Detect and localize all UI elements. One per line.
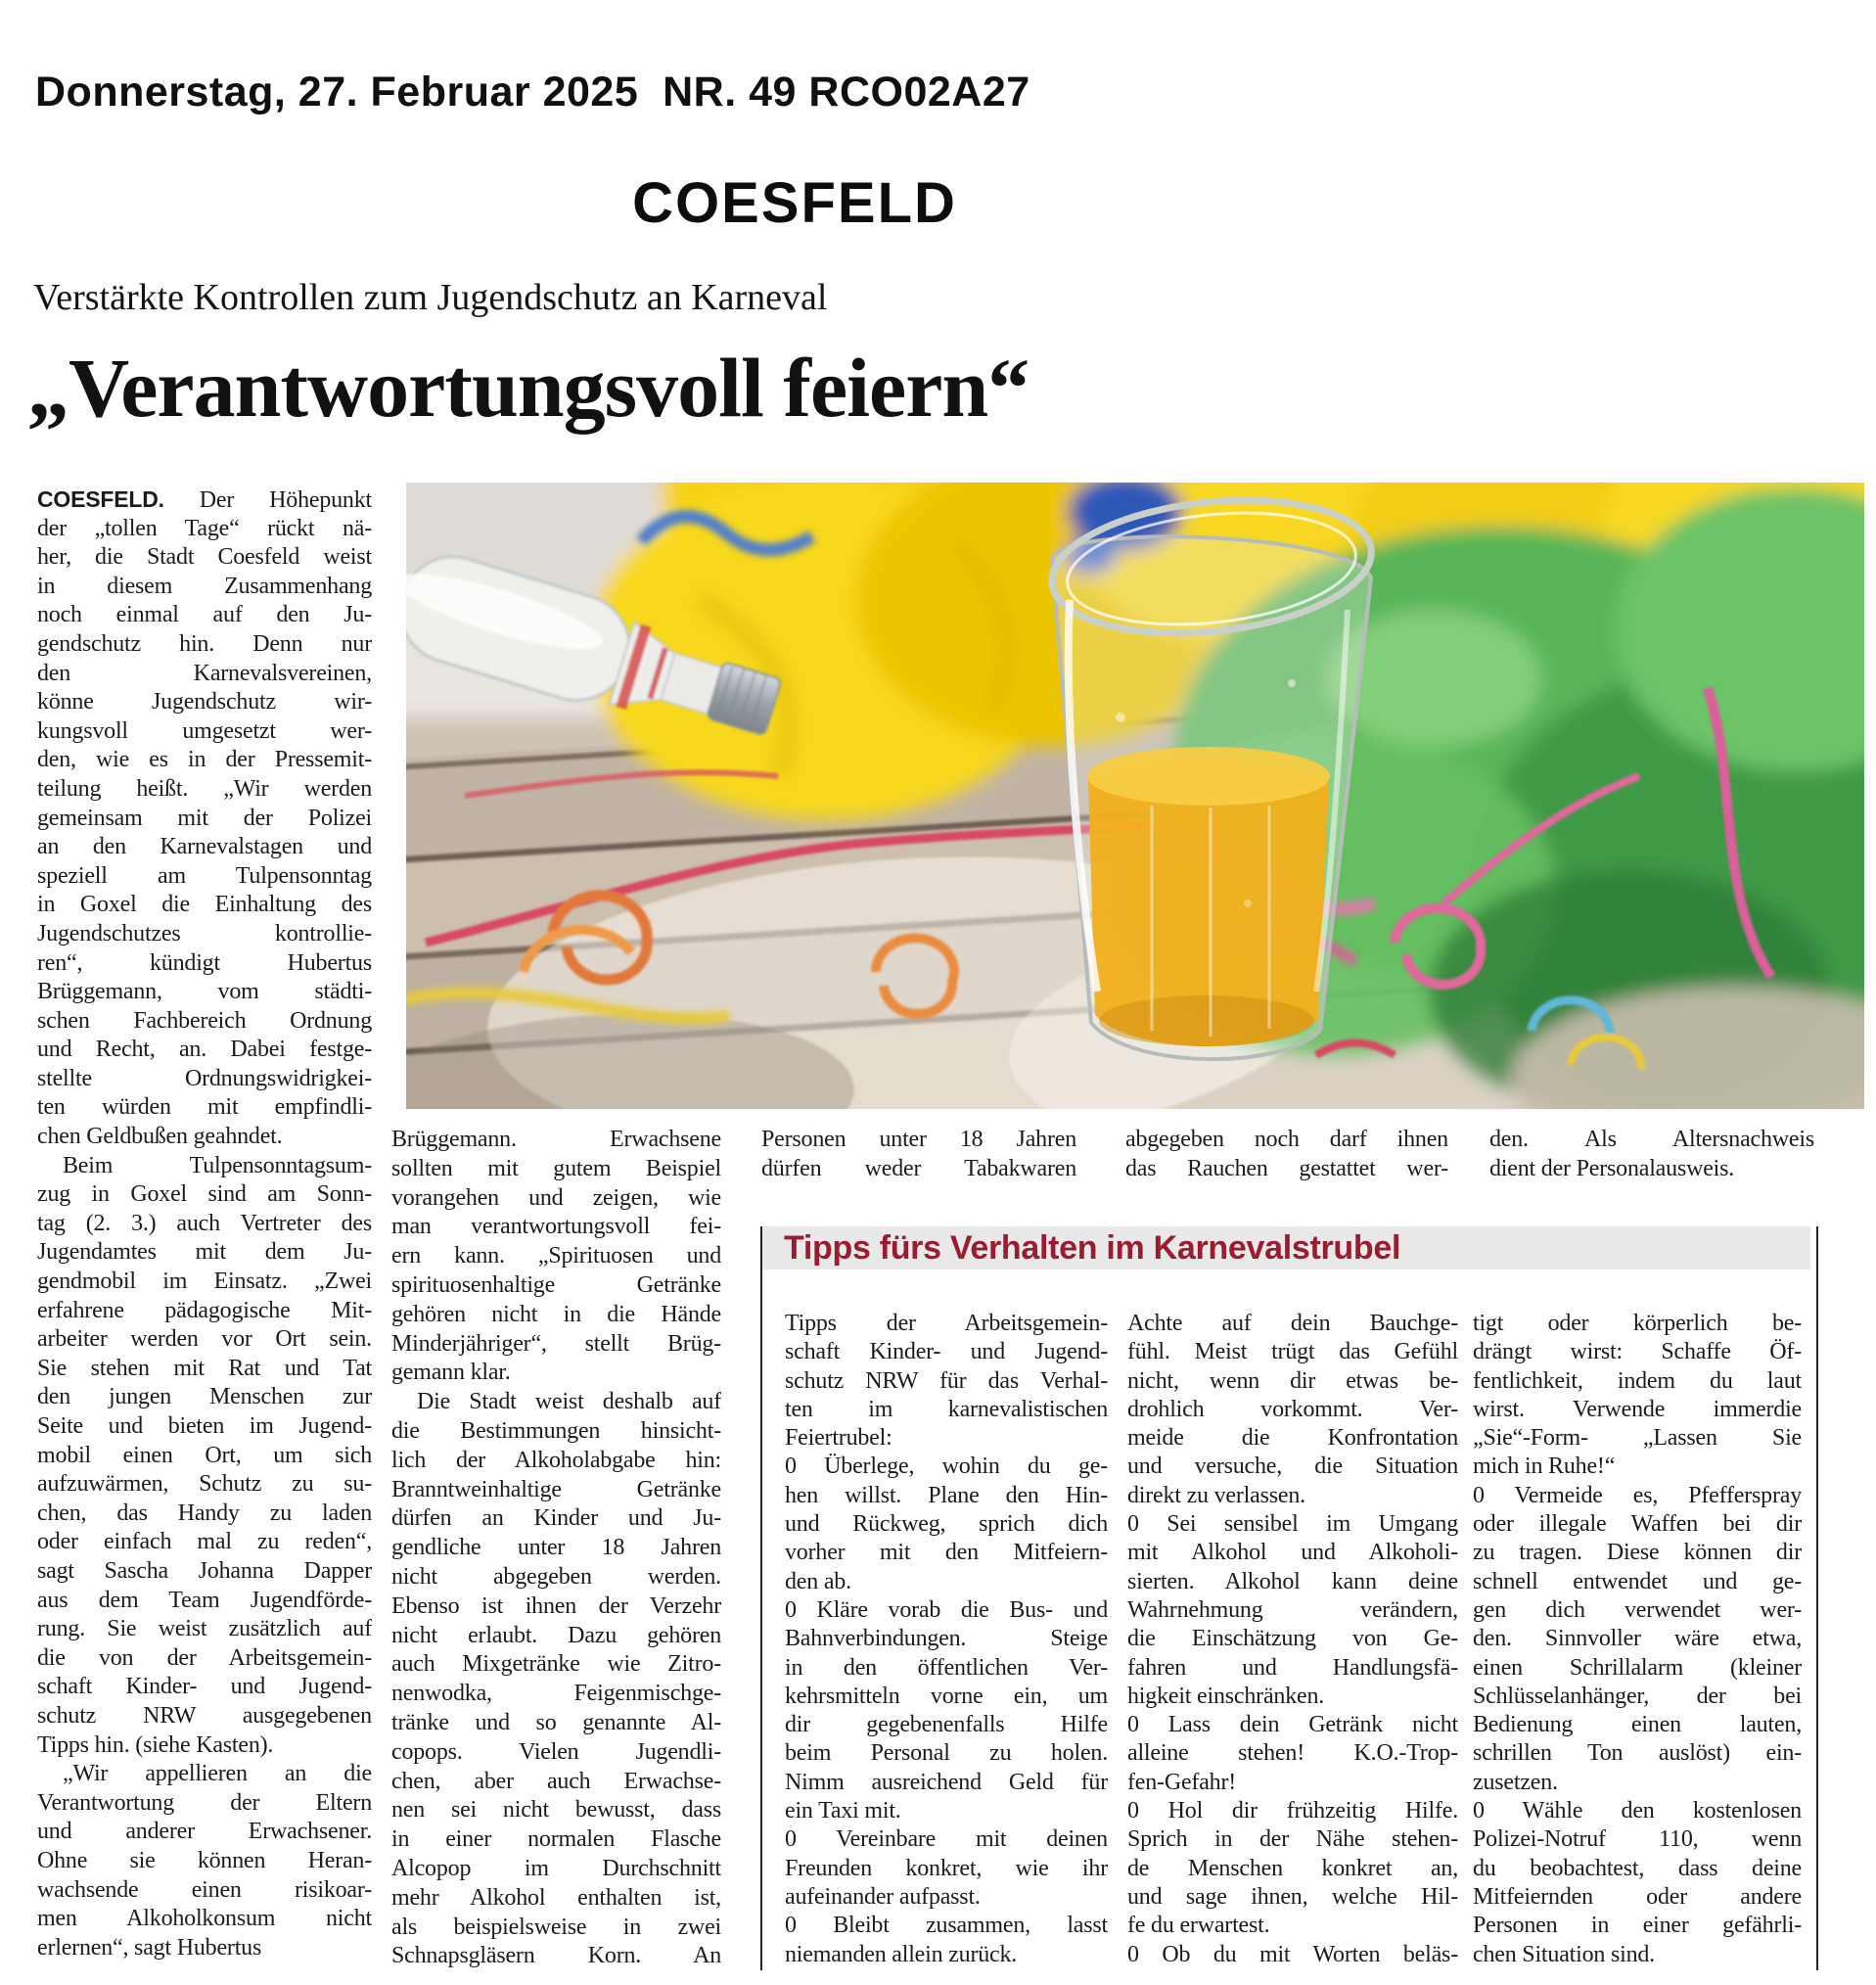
article-photo xyxy=(406,483,1864,1109)
carnival-photo-illustration xyxy=(406,483,1864,1109)
text-line: erlernen“, sagt Hubertus xyxy=(37,1934,262,1961)
text-line: den jungen Menschen zur xyxy=(37,1384,372,1410)
text-line: Personen in einer gefährli- xyxy=(1473,1913,1802,1939)
text-line: dürfen an Kinder und Ju- xyxy=(391,1505,721,1532)
text-line: tigt oder körperlich be- xyxy=(1473,1311,1802,1336)
text-line: den. Als Altersnachweis xyxy=(1489,1127,1814,1152)
text-line: Sprich in der Nähe stehen- xyxy=(1127,1826,1458,1853)
text-line: fe du erwartest. xyxy=(1127,1913,1270,1939)
text-line: Personen unter 18 Jahren xyxy=(761,1127,1076,1152)
text-line: Nimm ausreichend Geld für xyxy=(785,1769,1108,1795)
text-line: dir gegebenenfalls Hilfe xyxy=(785,1712,1108,1738)
text-line: ern kann. „Spirituosen und xyxy=(391,1243,721,1269)
text-line: stellte Ordnungswidrigkei- xyxy=(37,1065,372,1091)
text-line: und Recht, an. Dabei festge- xyxy=(37,1037,372,1063)
text-line: und anderer Erwachsener. xyxy=(37,1819,372,1845)
text-line: ten würden mit empfindli- xyxy=(37,1094,372,1121)
text-line: zusetzen. xyxy=(1473,1769,1558,1795)
text-line: ein Taxi mit. xyxy=(785,1798,901,1824)
text-line: alleine stehen! K.O.-Trop- xyxy=(1127,1740,1458,1767)
text-line: Brüggemann, vom städti- xyxy=(37,979,372,1005)
text-line: nicht, wenn dir etwas be- xyxy=(1127,1367,1458,1394)
text-line: der „tollen Tage“ rückt nä- xyxy=(37,515,372,541)
text-line: 0 Hol dir frühzeitig Hilfe. xyxy=(1127,1798,1458,1824)
text-line: schaft Kinder- und Jugend- xyxy=(785,1339,1108,1365)
text-line: oder einfach mal zu reden“, xyxy=(37,1529,372,1555)
text-line: du beobachtest, dass deine xyxy=(1473,1855,1802,1881)
text-line: vorangehen und zeigen, wie xyxy=(391,1184,721,1211)
text-line: meide die Konfrontation xyxy=(1127,1425,1458,1452)
text-line: Alcopop im Durchschnitt xyxy=(391,1855,721,1881)
text-line: Beim Tulpensonntagsum- xyxy=(63,1152,372,1178)
text-line: Mitfeiernden oder andere xyxy=(1473,1883,1802,1910)
text-line: an den Karnevalstagen und xyxy=(37,834,372,860)
text-line: schaft Kinder- und Jugend- xyxy=(37,1674,372,1700)
text-line: als beispielsweise in zwei xyxy=(391,1914,721,1940)
text-line: Freunden konkret, wie ihr xyxy=(785,1855,1108,1881)
text-line: 0 Bleibt zusammen, lasst xyxy=(785,1913,1108,1939)
text-line: mit Alkohol und Alkoholi- xyxy=(1127,1540,1458,1566)
text-line: schutz NRW für das Verhal- xyxy=(785,1367,1108,1394)
text-line: in diesem Zusammenhang xyxy=(37,573,372,599)
text-line: 0 Kläre vorab die Bus- und xyxy=(785,1596,1108,1623)
text-line: tag (2. 3.) auch Vertreter des xyxy=(37,1210,372,1236)
text-line: abgegeben noch darf ihnen xyxy=(1125,1127,1448,1152)
headline: „Verantwortungsvoll feiern“ xyxy=(27,341,1030,435)
text-line: und versuche, die Situation xyxy=(1127,1454,1458,1480)
tips-title: Tipps fürs Verhalten im Karnevalstrubel xyxy=(784,1228,1401,1267)
text-line: oder illegale Waffen bei dir xyxy=(1473,1511,1802,1538)
text-line: gehören nicht in die Hände xyxy=(391,1301,721,1327)
text-line: schnell entwendet und ge- xyxy=(1473,1568,1802,1594)
text-line: nenwodka, Feigenmischge- xyxy=(391,1681,721,1707)
text-line: den. Sinnvoller wäre etwa, xyxy=(1473,1626,1802,1652)
text-line: aufeinander aufpasst. xyxy=(785,1883,981,1910)
text-line: sierten. Alkohol kann deine xyxy=(1127,1568,1458,1594)
text-line: speziell am Tulpensonntag xyxy=(37,862,372,889)
text-line: nicht abgegeben werden. xyxy=(391,1563,721,1590)
text-line: die Einschätzung von Ge- xyxy=(1127,1626,1458,1652)
text-line: erfahrene pädagogische Mit- xyxy=(37,1297,372,1323)
text-line: fen-Gefahr! xyxy=(1127,1769,1237,1795)
article-column-2 xyxy=(391,1126,721,1971)
text-line: mich in Ruhe!“ xyxy=(1473,1454,1616,1480)
text-line: Tipps hin. (siehe Kasten). xyxy=(37,1731,274,1758)
section-title: COESFELD xyxy=(632,171,957,235)
text-line: die von der Arbeitsgemein- xyxy=(37,1644,372,1671)
text-line: schen Fachbereich Ordnung xyxy=(37,1007,372,1034)
text-line: „Wir appellieren an die xyxy=(63,1761,372,1787)
text-line: Verantwortung der Eltern xyxy=(37,1789,372,1816)
text-line: die Bestimmungen hinsicht- xyxy=(391,1417,721,1444)
text-line: in einer normalen Flasche xyxy=(391,1826,721,1853)
text-line: man verantwortungsvoll fei- xyxy=(391,1214,721,1240)
text-line: in den öffentlichen Ver- xyxy=(785,1654,1108,1681)
text-line: auch Mixgetränke wie Zitro- xyxy=(391,1651,721,1678)
text-line: spirituosenhaltige Getränke xyxy=(391,1271,721,1298)
text-line: Feiertrubel: xyxy=(785,1425,892,1452)
text-line: nen sei nicht bewusst, dass xyxy=(391,1797,721,1823)
article-column-1 xyxy=(37,485,372,1962)
text-line: Schnapsgläsern Korn. An xyxy=(391,1943,721,1969)
text-line: gendmobil im Einsatz. „Zwei xyxy=(37,1269,372,1295)
text-line: gendschutz hin. Denn nur xyxy=(37,630,372,657)
text-line: das Rauchen gestattet wer- xyxy=(1125,1155,1448,1181)
text-line: tränke und so genannte Al- xyxy=(391,1709,721,1735)
text-line: lich der Alkoholabgabe hin: xyxy=(391,1447,721,1473)
text-line: teilung heißt. „Wir werden xyxy=(37,775,372,802)
tips-column-3 xyxy=(1473,1310,1802,1969)
text-line: gen dich verwendet wer- xyxy=(1473,1596,1802,1623)
text-line: kehrsmitteln vorne ein, um xyxy=(785,1683,1108,1709)
text-line: Bedienung einen lauten, xyxy=(1473,1712,1802,1738)
text-line: mobil einen Ort, um sich xyxy=(37,1442,372,1468)
text-line: 0 Überlege, wohin du ge- xyxy=(785,1454,1108,1480)
text-line: Tipps der Arbeitsgemein- xyxy=(785,1311,1108,1336)
text-line: Achte auf dein Bauchge- xyxy=(1127,1311,1458,1336)
dateline: Donnerstag, 27. Februar 2025 NR. 49 RCO02A27 xyxy=(35,69,1030,115)
text-line: kungsvoll umgesetzt wer- xyxy=(37,717,372,744)
text-line: den Karnevalsvereinen, xyxy=(37,660,372,686)
text-line: chen Geldbußen geahndet. xyxy=(37,1124,283,1150)
bold-lead-in: COESFELD. xyxy=(37,486,164,512)
text-line: schrillen Ton auslöst) ein- xyxy=(1473,1740,1802,1767)
text-line: 0 Wähle den kostenlosen xyxy=(1473,1798,1802,1824)
text-line: drängt wirst: Schaffe Öf- xyxy=(1473,1339,1802,1365)
text-line: wirst. Verwende immerdie xyxy=(1473,1396,1802,1422)
text-line: 0 Lass dein Getränk nicht xyxy=(1127,1712,1458,1738)
text-line: chen, das Handy zu laden xyxy=(37,1500,372,1526)
text-line: in Goxel die Einhaltung des xyxy=(37,892,372,918)
text-line: Brüggemann. Erwachsene xyxy=(391,1127,721,1152)
text-line: Schlüsselanhänger, der bei xyxy=(1473,1683,1802,1709)
text-line: drohlich vorkommt. Ver- xyxy=(1127,1396,1458,1422)
text-line: 0 Vermeide es, Pfefferspray xyxy=(1473,1482,1802,1508)
text-line: einen Schrillalarm (kleiner xyxy=(1473,1654,1802,1681)
text-line: men Alkoholkonsum nicht xyxy=(37,1906,372,1932)
text-line: Polizei-Notruf 110, wenn xyxy=(1473,1826,1802,1853)
text-line: gendliche unter 18 Jahren xyxy=(391,1535,721,1561)
text-line: fentlichkeit, indem du laut xyxy=(1473,1367,1802,1394)
text-line: und Rückweg, sprich dich xyxy=(785,1511,1108,1538)
text-line: Seite und bieten im Jugend- xyxy=(37,1413,372,1439)
text-line: und sage ihnen, welche Hil- xyxy=(1127,1883,1458,1910)
text-line: ren“, kündigt Hubertus xyxy=(37,949,372,976)
text-line: gemann klar. xyxy=(391,1360,511,1386)
text-line: zug in Goxel sind am Sonn- xyxy=(37,1181,372,1208)
text-line: wachsende einen risikoar- xyxy=(37,1876,372,1903)
text-line: Wahrnehmung verändern, xyxy=(1127,1596,1458,1623)
text-line: fahren und Handlungsfä- xyxy=(1127,1654,1458,1681)
text-line: könne Jugendschutz wir- xyxy=(37,689,372,716)
text-line: schutz NRW ausgegebenen xyxy=(37,1702,372,1729)
juice-glass xyxy=(1045,485,1378,1059)
text-line: 0 Sei sensibel im Umgang xyxy=(1127,1511,1458,1538)
article-column-3 xyxy=(761,1126,1076,1184)
tips-box xyxy=(760,1226,1818,1970)
text-line: 0 Vereinbare mit deinen xyxy=(785,1826,1108,1853)
text-line: Branntweinhaltige Getränke xyxy=(391,1476,721,1502)
text-line: ten im karnevalistischen xyxy=(785,1396,1108,1422)
text-line: Die Stadt weist deshalb auf xyxy=(417,1389,721,1415)
text-line: sollten mit gutem Beispiel xyxy=(391,1155,721,1181)
text-line: 0 Ob du mit Worten beläs- xyxy=(1127,1941,1458,1967)
article-column-4 xyxy=(1125,1126,1448,1184)
article-column-5 xyxy=(1489,1126,1814,1184)
text-line: dürfen weder Tabakwaren xyxy=(761,1155,1076,1181)
text-line: gemeinsam mit der Polizei xyxy=(37,805,372,831)
text-line: vorher mit den Mitfeiern- xyxy=(785,1540,1108,1566)
text-line: „Sie“-Form- „Lassen Sie xyxy=(1473,1425,1802,1452)
text-line: den, wie es in der Pressemit- xyxy=(37,747,372,773)
text-line: copops. Vielen Jugendli- xyxy=(391,1738,721,1765)
kicker: Verstärkte Kontrollen zum Jugendschutz an Karneval xyxy=(33,277,828,318)
text-line: Bahnverbindungen. Steige xyxy=(785,1626,1108,1652)
text-line: de Menschen konkret an, xyxy=(1127,1855,1458,1881)
text-line: higkeit einschränken. xyxy=(1127,1683,1325,1709)
text-line: dient der Personalausweis. xyxy=(1489,1155,1735,1181)
text-line: arbeiter werden vor Ort sein. xyxy=(37,1326,372,1353)
text-line: aufzuwärmen, Schutz zu su- xyxy=(37,1471,372,1498)
text-line: nicht erlaubt. Dazu gehören xyxy=(391,1622,721,1648)
text-line: fühl. Meist trügt das Gefühl xyxy=(1127,1339,1458,1365)
tips-header-bar xyxy=(762,1226,1810,1269)
text-line: Sie stehen mit Rat und Tat xyxy=(37,1355,372,1381)
text-line: Ebenso ist ihnen der Verzehr xyxy=(391,1593,721,1619)
text-line: Jugendschutzes kontrollie- xyxy=(37,920,372,946)
text-line: Ohne sie können Heran- xyxy=(37,1847,372,1873)
text-line: Minderjähriger“, stellt Brüg- xyxy=(391,1330,721,1357)
text-line: COESFELD. Der Höhepunkt xyxy=(37,486,372,513)
text-line: rung. Sie weist zusätzlich auf xyxy=(37,1616,372,1642)
tips-column-2 xyxy=(1127,1310,1458,1969)
text-line: sagt Sascha Johanna Dapper xyxy=(37,1557,372,1584)
text-line: zu tragen. Diese können dir xyxy=(1473,1540,1802,1566)
text-line: mehr Alkohol enthalten ist, xyxy=(391,1884,721,1911)
text-line: niemanden allein zurück. xyxy=(785,1941,1018,1967)
text-line: hen willst. Plane den Hin- xyxy=(785,1482,1108,1508)
text-line: den ab. xyxy=(785,1568,851,1594)
tips-column-1 xyxy=(785,1310,1108,1969)
text-line: aus dem Team Jugendförde- xyxy=(37,1587,372,1613)
text-line: beim Personal zu holen. xyxy=(785,1740,1108,1767)
text-line: Jugendamtes mit dem Ju- xyxy=(37,1239,372,1266)
text-line: direkt zu verlassen. xyxy=(1127,1482,1305,1508)
text-line: chen Situation sind. xyxy=(1473,1941,1655,1967)
text-line: chen, aber auch Erwachse- xyxy=(391,1768,721,1794)
text-line: her, die Stadt Coesfeld weist xyxy=(37,544,372,571)
text-line: noch einmal auf den Ju- xyxy=(37,602,372,628)
